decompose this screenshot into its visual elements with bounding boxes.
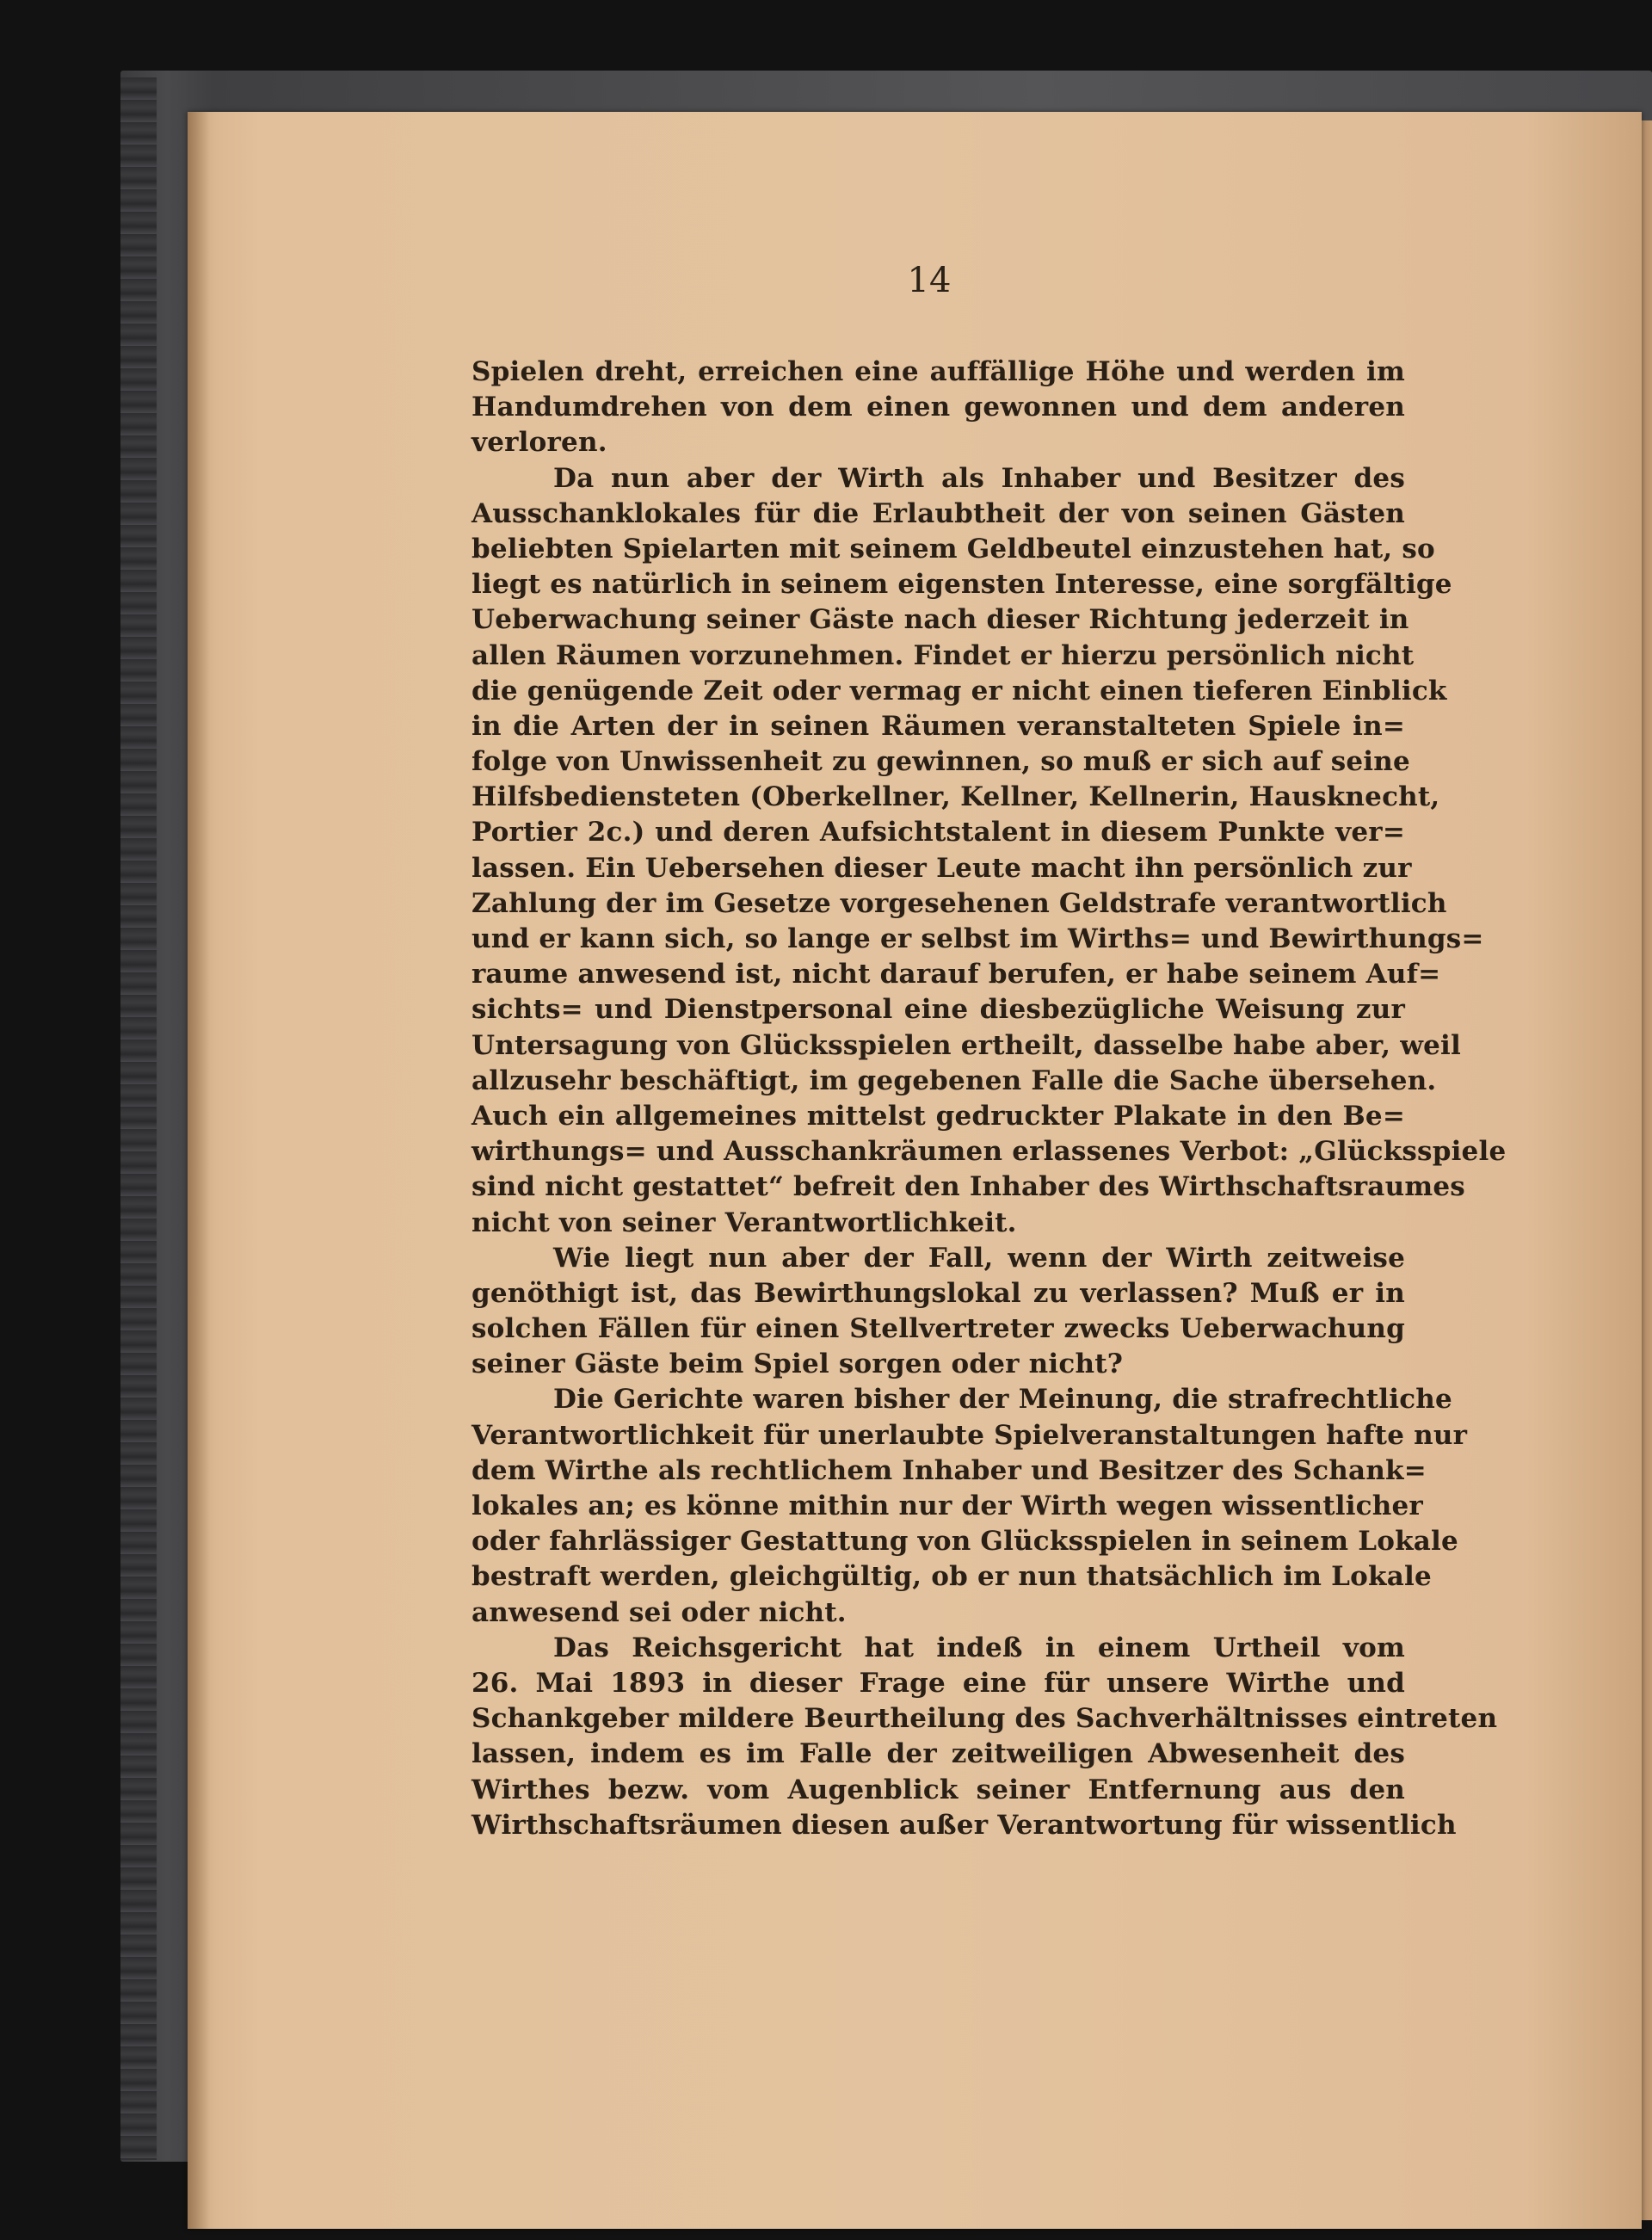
text-line: lokales an; es könne mithin nur der Wirth wegen wissentlicher bbox=[472, 1490, 1423, 1521]
text-line: Wie liegt nun aber der Fall, wenn der Wirth zeitweise bbox=[553, 1242, 1405, 1274]
text-line: Ausschanklokales für die Erlaubtheit der von seinen Gästen bbox=[472, 497, 1405, 529]
text-line: oder fahrlässiger Gestattung von Glücksspielen in seinem Lokale bbox=[472, 1526, 1458, 1558]
text-line: Wirthschaftsräumen diesen außer Verantwortung für wissentlich bbox=[472, 1809, 1457, 1841]
text-line: Zahlung der im Gesetze vorgesehenen Geldstrafe verantwortlich bbox=[472, 887, 1447, 919]
text-line: dem Wirthe als rechtlichem Inhaber und Besitzer des Schank= bbox=[472, 1454, 1427, 1486]
text-line: Untersagung von Glücksspielen ertheilt, dasselbe habe aber, weil bbox=[472, 1029, 1461, 1061]
gutter-shadow bbox=[188, 112, 210, 2229]
text-line: seiner Gäste beim Spiel sorgen oder nicht? bbox=[472, 1348, 1124, 1380]
text-line: und er kann sich, so lange er selbst im Wirths= und Bewirthungs= bbox=[472, 923, 1484, 954]
text-line: bestraft werden, gleichgültig, ob er nun thatsächlich im Lokale bbox=[472, 1561, 1432, 1593]
text-line: folge von Unwissenheit zu gewinnen, so muß er sich auf seine bbox=[472, 746, 1410, 778]
text-line: sind nicht gestattet“ befreit den Inhaber des Wirthschaftsraumes bbox=[472, 1171, 1465, 1203]
text-line: allen Räumen vorzunehmen. Findet er hierzu persönlich nicht bbox=[472, 639, 1415, 671]
text-line: liegt es natürlich in seinem eigensten Interesse, eine sorgfältige bbox=[472, 569, 1452, 601]
text-line: Auch ein allgemeines mittelst gedruckter Plakate in den Be= bbox=[472, 1100, 1405, 1132]
text-line: anwesend sei oder nicht. bbox=[472, 1596, 847, 1628]
text-line: Hilfsbediensteten (Oberkellner, Kellner, Kellnerin, Hausknecht, bbox=[472, 781, 1440, 813]
text-line: Handumdrehen von dem einen gewonnen und dem anderen bbox=[472, 392, 1405, 423]
text-line: Wirthes bezw. vom Augenblick seiner Entfernung aus den bbox=[472, 1774, 1405, 1805]
text-line: Das Reichsgericht hat indeß in einem Urtheil vom bbox=[553, 1632, 1405, 1663]
text-line: wirthungs= und Ausschankräumen erlassenes Verbot: „Glücksspiele bbox=[472, 1136, 1507, 1168]
text-line: lassen, indem es im Falle der zeitweiligen Abwesenheit des bbox=[472, 1738, 1405, 1770]
text-line: solchen Fällen für einen Stellvertreter zwecks Ueberwachung bbox=[472, 1313, 1405, 1345]
text-line: Da nun aber der Wirth als Inhaber und Besitzer des bbox=[553, 462, 1405, 494]
text-line: raume anwesend ist, nicht darauf berufen, er habe seinem Auf= bbox=[472, 959, 1441, 990]
text-line: Ueberwachung seiner Gäste nach dieser Richtung jederzeit in bbox=[472, 604, 1409, 636]
page-number: 14 bbox=[907, 261, 952, 300]
text-line: 26. Mai 1893 in dieser Frage eine für unsere Wirthe und bbox=[472, 1667, 1405, 1699]
text-line: lassen. Ein Uebersehen dieser Leute macht ihn persönlich zur bbox=[472, 852, 1412, 884]
text-line: allzusehr beschäftigt, im gegebenen Falle die Sache übersehen. bbox=[472, 1064, 1437, 1096]
text-line: Spielen dreht, erreichen eine auffällige Höhe und werden im bbox=[472, 356, 1405, 387]
text-line: Schankgeber mildere Beurtheilung des Sachverhältnisses eintreten bbox=[472, 1703, 1498, 1735]
text-line: verloren. bbox=[472, 427, 607, 459]
text-line: nicht von seiner Verantwortlichkeit. bbox=[472, 1206, 1017, 1238]
text-line: sichts= und Dienstpersonal eine diesbezügliche Weisung zur bbox=[472, 994, 1405, 1026]
book-spine-edge bbox=[120, 77, 157, 2160]
text-line: genöthigt ist, das Bewirthungslokal zu verlassen? Muß er in bbox=[472, 1277, 1405, 1309]
text-line: beliebten Spielarten mit seinem Geldbeutel einzustehen hat, so bbox=[472, 533, 1435, 565]
text-line: die genügende Zeit oder vermag er nicht einen tieferen Einblick bbox=[472, 675, 1447, 707]
text-line: Die Gerichte waren bisher der Meinung, die strafrechtliche bbox=[553, 1384, 1452, 1416]
text-line: Portier 2c.) und deren Aufsichtstalent in diesem Punkte ver= bbox=[472, 817, 1405, 848]
body-text bbox=[472, 355, 1507, 1843]
text-line: in die Arten der in seinen Räumen veranstalteten Spiele in= bbox=[472, 710, 1405, 742]
text-line: Verantwortlichkeit für unerlaubte Spielveranstaltungen hafte nur bbox=[472, 1419, 1468, 1451]
